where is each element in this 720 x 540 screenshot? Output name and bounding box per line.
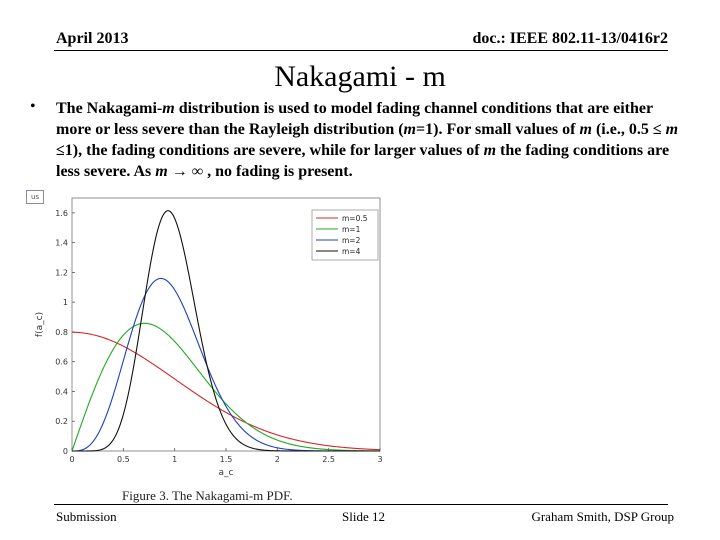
text-run: =1). For small values of <box>416 121 580 138</box>
figure-caption: Figure 3. The Nakagami-m PDF. <box>122 488 293 503</box>
x-tick-label: 1 <box>172 455 178 464</box>
y-tick-label: 0.6 <box>55 357 68 367</box>
legend-label: m=2 <box>342 236 361 245</box>
x-tick-label: 1.5 <box>219 455 233 464</box>
y-tick-label: 0.2 <box>55 417 68 427</box>
x-tick-label: 0.5 <box>116 455 130 464</box>
y-axis-label: f(a_c) <box>35 311 45 338</box>
x-axis-label: a_c <box>218 468 234 478</box>
y-tick-label: 1.4 <box>55 238 68 248</box>
text-run-italic: m <box>162 100 175 117</box>
y-tick-label: 0.4 <box>55 387 68 397</box>
footer-submission: Submission <box>56 509 117 524</box>
text-run: distribution is used to model fading channel conditions that are either more or less severe than the Rayleigh distribution ( <box>56 100 653 138</box>
footer-author: Graham Smith, DSP Group <box>531 509 674 524</box>
legend-label: m=1 <box>342 225 361 234</box>
x-tick-label: 0 <box>69 455 75 464</box>
text-run: ≤1), the fading conditions are severe, while for larger values of <box>56 142 484 159</box>
slide-title: Nakagami - m <box>274 60 446 93</box>
text-run-italic: m <box>403 121 416 138</box>
text-run: the fading conditions are less severe. As <box>56 142 670 180</box>
legend-label: m=0.5 <box>342 214 368 223</box>
text-run: → ∞ , no fading is present. <box>167 163 353 180</box>
x-tick-label: 3 <box>377 455 383 464</box>
footer-slide-number: Slide 12 <box>342 509 385 524</box>
footer-divider <box>54 504 668 505</box>
y-tick-label: 1.6 <box>55 208 68 218</box>
x-tick-label: 2.5 <box>322 455 336 464</box>
bullet-marker: • <box>30 98 36 115</box>
text-run-italic: m <box>579 121 592 138</box>
figure-tag: us <box>26 190 44 204</box>
text-run: (i.e., 0.5 ≤ <box>591 121 666 138</box>
legend-label: m=4 <box>342 247 361 256</box>
y-tick-label: 1 <box>62 298 68 308</box>
y-tick-label: 0.8 <box>55 327 68 337</box>
header-doc-id: doc.: IEEE 802.11-13/0416r2 <box>472 30 668 47</box>
y-tick-label: 0 <box>62 447 68 456</box>
text-run-italic: m <box>665 121 679 138</box>
text-run: The Nakagami- <box>56 100 163 117</box>
text-run-italic: m <box>155 163 168 180</box>
text-run-italic: m <box>483 142 497 159</box>
x-tick-label: 2 <box>274 455 280 464</box>
header-date: April 2013 <box>56 30 129 47</box>
y-tick-label: 1.2 <box>55 268 68 278</box>
